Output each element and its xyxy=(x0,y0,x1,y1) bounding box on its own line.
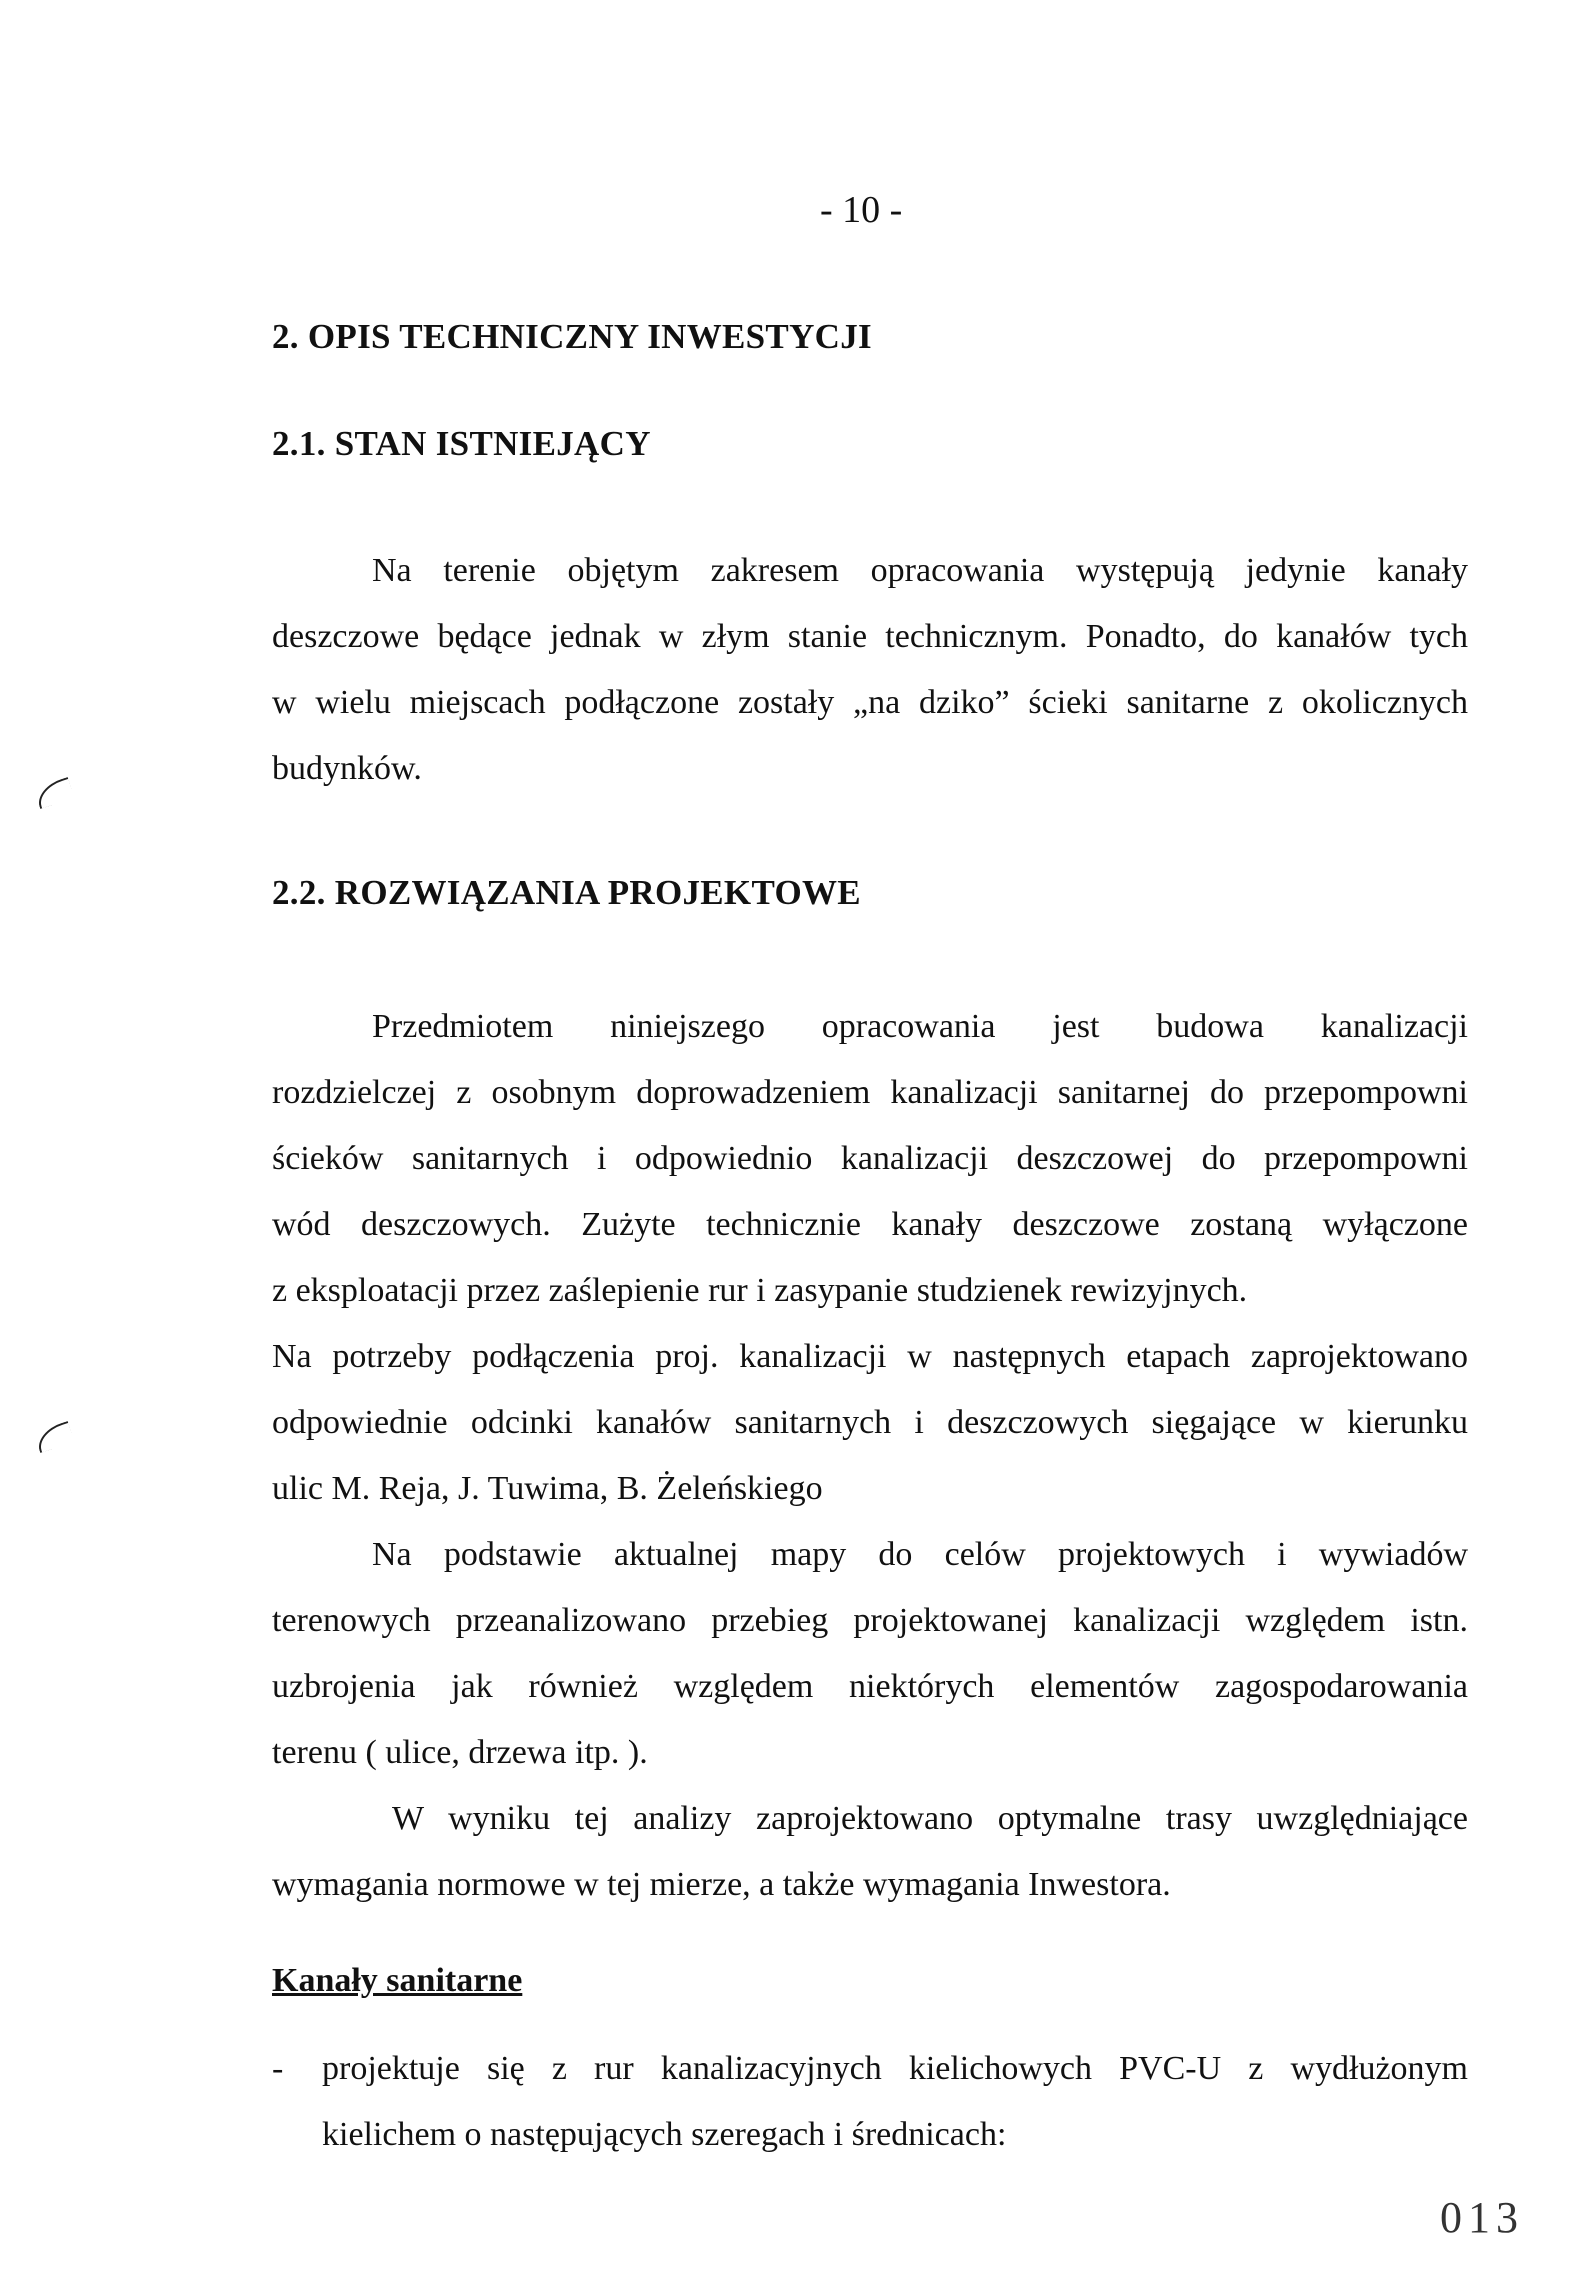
text-line: terenowych przeanalizowano przebieg projektowanej kanalizacji względem istn. xyxy=(272,1602,1468,1639)
text-line: odpowiednie odcinki kanałów sanitarnych i deszczowych sięgające w kierunku xyxy=(272,1404,1468,1441)
page-number: - 10 - xyxy=(820,189,903,231)
text-line: terenu ( ulice, drzewa itp. ). xyxy=(272,1734,648,1771)
margin-pen-mark xyxy=(33,777,74,809)
text-line: w wielu miejscach podłączone zostały „na dziko” ścieki sanitarne z okolicznych xyxy=(272,684,1468,721)
text-line: kielichem o następujących szeregach i średnicach: xyxy=(322,2116,1007,2153)
subsection-heading-sanitary-channels: Kanały sanitarne xyxy=(272,1962,523,1999)
text-line: ścieków sanitarnych i odpowiednio kanalizacji deszczowej do przepompowni xyxy=(272,1140,1468,1177)
bullet-dash: - xyxy=(272,2050,284,2087)
text-line: Na podstawie aktualnej mapy do celów projektowych i wywiadów xyxy=(372,1536,1468,1573)
text-line: Przedmiotem niniejszego opracowania jest budowa kanalizacji xyxy=(372,1008,1468,1045)
section-heading-existing-state: 2.1. STAN ISTNIEJĄCY xyxy=(272,424,651,463)
paragraph-design-solutions xyxy=(272,994,1468,1918)
bullet-item xyxy=(272,2036,1468,2168)
text-line: deszczowe będące jednak w złym stanie technicznym. Ponadto, do kanałów tych xyxy=(272,618,1468,655)
text-line: uzbrojenia jak również względem niektórych elementów zagospodarowania xyxy=(272,1668,1468,1705)
text-line: ulic M. Reja, J. Tuwima, B. Żeleńskiego xyxy=(272,1470,823,1507)
text-line: Na terenie objętym zakresem opracowania występują jedynie kanały xyxy=(372,552,1468,589)
page-stamp-number: 013 xyxy=(1440,2193,1524,2242)
text-line: wód deszczowych. Zużyte technicznie kanały deszczowe zostaną wyłączone xyxy=(272,1206,1468,1243)
section-heading-design-solutions: 2.2. ROZWIĄZANIA PROJEKTOWE xyxy=(272,873,861,912)
margin-pen-mark xyxy=(33,1421,74,1453)
text-line: projektuje się z rur kanalizacyjnych kielichowych PVC-U z wydłużonym xyxy=(322,2050,1468,2087)
paragraph-existing-state xyxy=(272,538,1468,802)
text-line: Na potrzeby podłączenia proj. kanalizacji w następnych etapach zaprojektowano xyxy=(272,1338,1468,1375)
text-line: rozdzielczej z osobnym doprowadzeniem kanalizacji sanitarnej do przepompowni xyxy=(272,1074,1468,1111)
document-heading: 2. OPIS TECHNICZNY INWESTYCJI xyxy=(272,317,872,356)
text-line: W wyniku tej analizy zaprojektowano optymalne trasy uwzględniające xyxy=(392,1800,1468,1837)
text-line: z eksploatacji przez zaślepienie rur i zasypanie studzienek rewizyjnych. xyxy=(272,1272,1248,1309)
text-line: wymagania normowe w tej mierze, a także wymagania Inwestora. xyxy=(272,1866,1171,1903)
text-line: budynków. xyxy=(272,750,422,787)
